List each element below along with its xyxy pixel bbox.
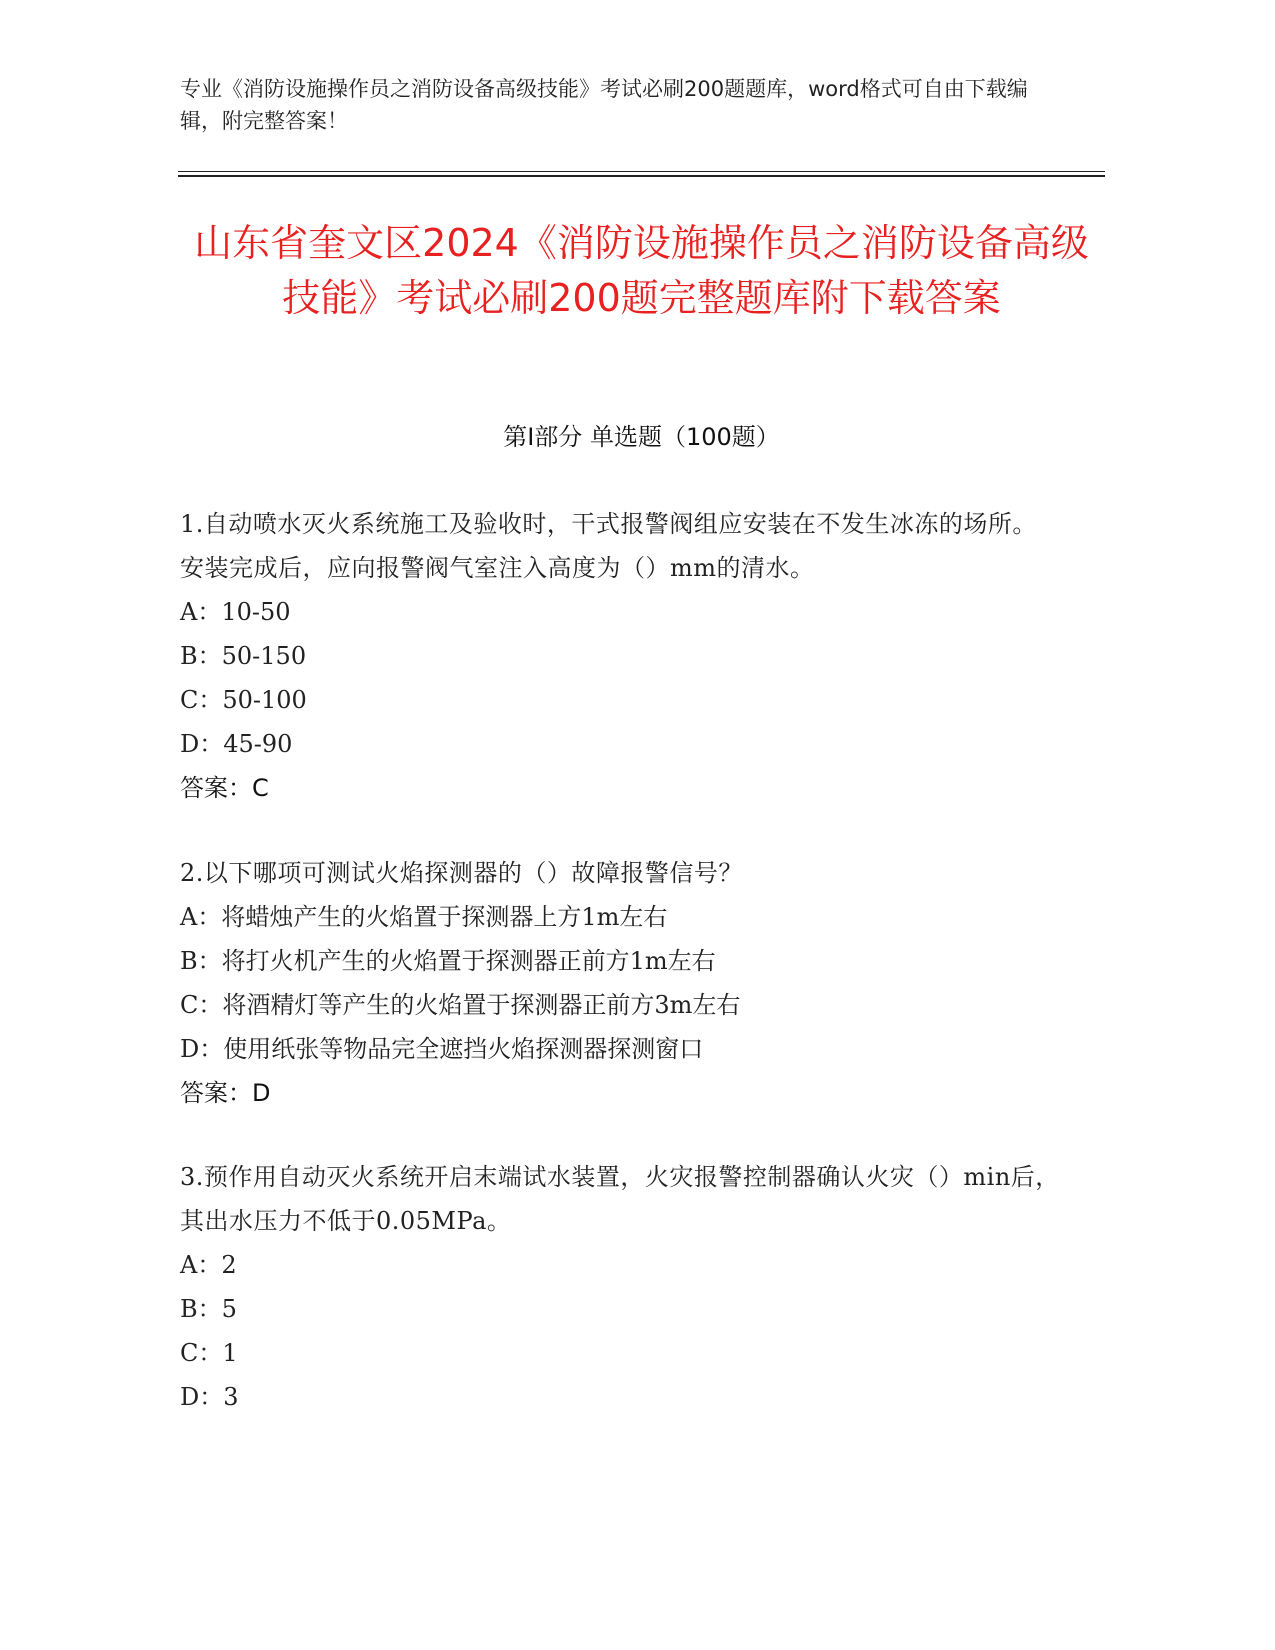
document-title: 山东省奎文区2024《消防设施操作员之消防设备高级技能》考试必刷200题完整题库附下载答案	[194, 221, 1089, 320]
option-d: D：使用纸张等物品完全遮挡火焰探测器探测窗口	[180, 1035, 704, 1063]
question-1	[180, 502, 1060, 810]
header-note: 专业《消防设施操作员之消防设备高级技能》考试必刷200题题库，word格式可自由下载编辑，附完整答案！	[180, 77, 1028, 133]
section-title: 第I部分 单选题（100题）	[503, 423, 780, 451]
header-divider-thick	[178, 175, 1105, 177]
option-b: B：50-150	[180, 642, 307, 670]
question-text: 1.自动喷水灭火系统施工及验收时，干式报警阀组应安装在不发生冰冻的场所。安装完成后，应向报警阀气室注入高度为（）mm的清水。	[180, 510, 1037, 582]
option-b: B：将打火机产生的火焰置于探测器正前方1m左右	[180, 947, 716, 975]
option-d: D：45-90	[180, 730, 293, 758]
question-text: 2.以下哪项可测试火焰探测器的（）故障报警信号？	[180, 859, 743, 887]
option-a: A：2	[180, 1251, 237, 1279]
option-a: A：10-50	[180, 598, 291, 626]
option-d: D：3	[180, 1383, 239, 1411]
question-3	[180, 1155, 1060, 1419]
option-c: C：50-100	[180, 686, 307, 714]
header-divider-thin	[178, 171, 1105, 172]
question-2	[180, 851, 1060, 1115]
option-a: A：将蜡烛产生的火焰置于探测器上方1m左右	[180, 903, 668, 931]
answer: 答案：C	[180, 774, 269, 802]
option-c: C：1	[180, 1339, 238, 1367]
question-text: 3.预作用自动灭火系统开启末端试水装置，火灾报警控制器确认火灾（）min后，其出水压力不低于0.05MPa。	[180, 1163, 1060, 1235]
option-b: B：5	[180, 1295, 237, 1323]
answer: 答案：D	[180, 1079, 271, 1107]
option-c: C：将酒精灯等产生的火焰置于探测器正前方3m左右	[180, 991, 741, 1019]
